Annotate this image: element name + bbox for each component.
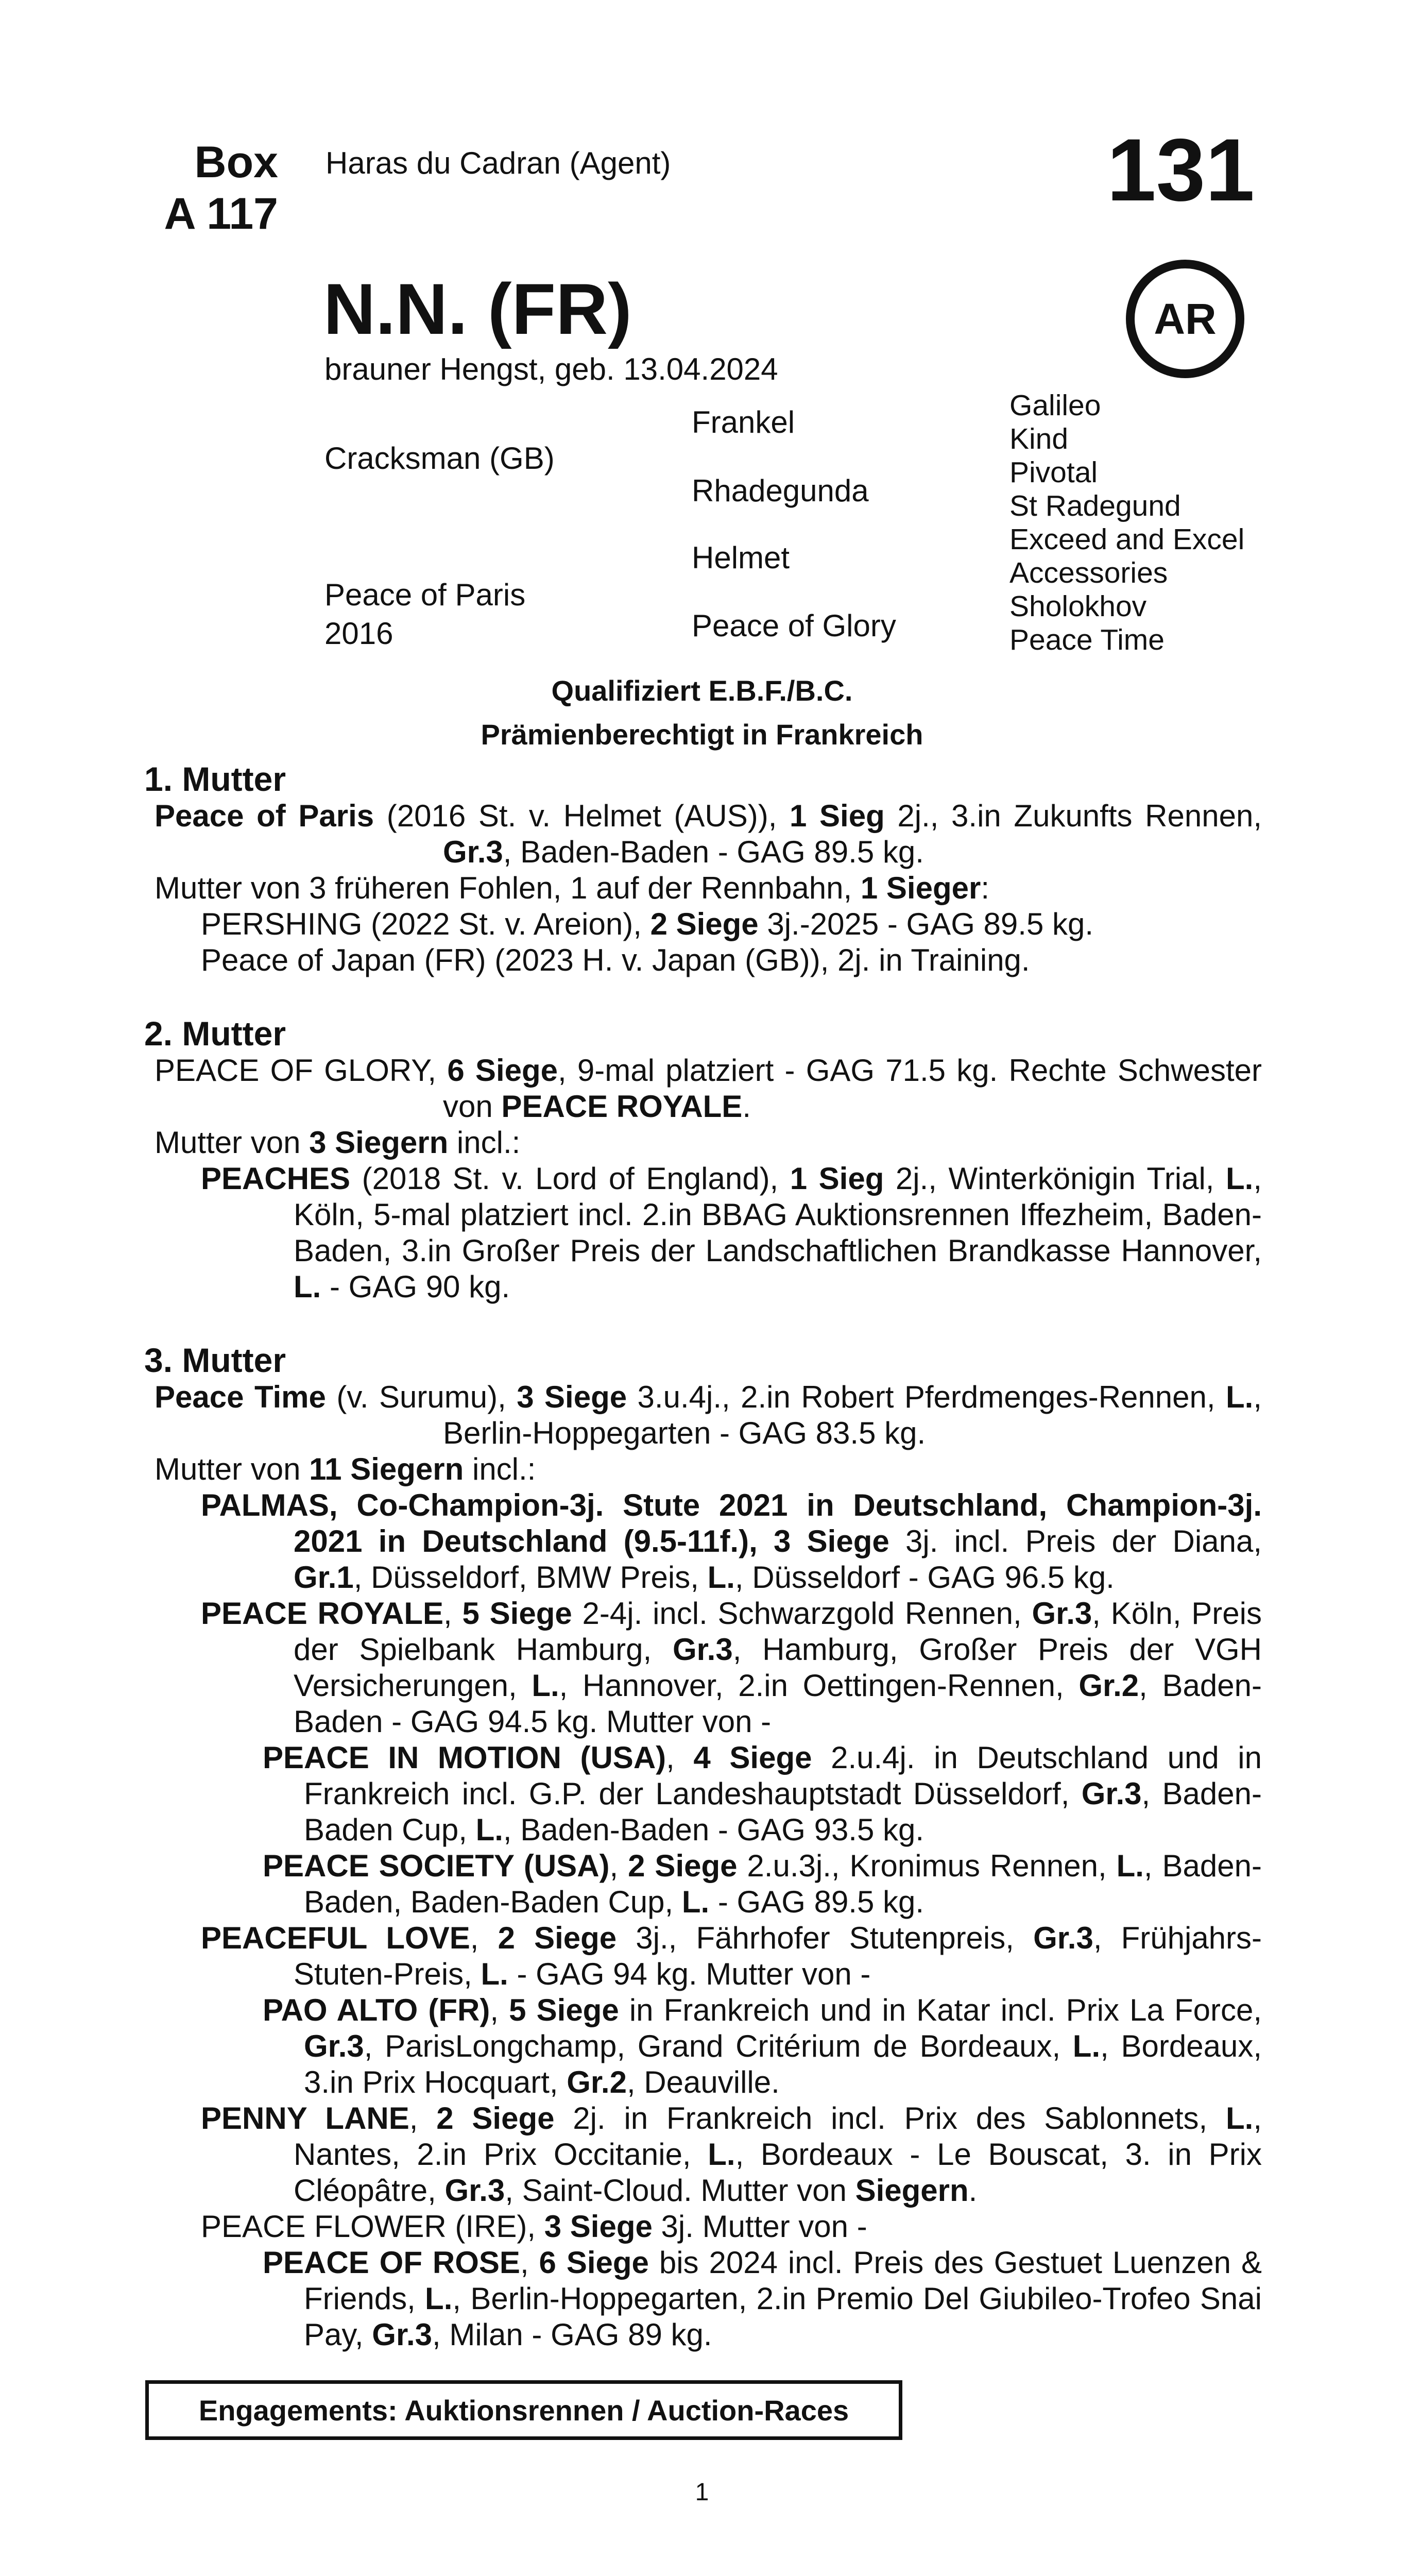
box-number: A 117 <box>164 189 278 239</box>
pedigree-gen3-2: Kind <box>1009 422 1069 455</box>
pedigree-dam: Peace of Paris <box>324 578 526 612</box>
grade: Gr.3 <box>1081 1776 1142 1811</box>
offspring-peaceful-love <box>144 1920 1262 1992</box>
engagements-label: Engagements: Auktionsrennen / Auction-Races <box>198 2394 849 2427</box>
text: 3.u.4j., 2.in Robert Pferdmenges-Rennen, <box>627 1380 1226 1414</box>
qualification-ebf: Qualifiziert E.B.F./B.C. <box>551 674 853 707</box>
lot-number: 131 <box>1107 121 1255 219</box>
winners: 1 Sieger <box>860 871 981 905</box>
text: , Bordeaux - Le Bouscat, 3. in Prix Cléopâtre, <box>294 2137 1262 2208</box>
wins: 6 Siege <box>539 2245 649 2280</box>
pedigree-sire: Cracksman (GB) <box>324 441 555 476</box>
grade: Gr.2 <box>1078 1668 1139 1703</box>
text: PERSHING (2022 St. v. Areion), <box>201 907 650 941</box>
grade: L. <box>708 2137 735 2172</box>
text: , Berlin-Hoppegarten - GAG 83.5 kg. <box>443 1380 1262 1450</box>
grade: Gr.3 <box>443 835 503 869</box>
page-number: 1 <box>695 2479 709 2506</box>
text: , <box>470 1921 498 1955</box>
grade: L. <box>707 1560 735 1595</box>
text: 3j. Mutter von - <box>652 2209 867 2244</box>
text: , Köln, 5-mal platziert incl. 2.in BBAG Auktionsrennen Iffezheim, Baden-Baden, 3.in Großer Preis der Landschaftlichen Brandkasse Hannover, <box>294 1161 1262 1268</box>
text: - GAG 89.5 kg. <box>709 1885 924 1919</box>
qualification-premium: Prämienberechtigt in Frankreich <box>481 718 923 751</box>
text: , Köln, Preis der Spielbank Hamburg, <box>294 1596 1262 1667</box>
horse-name: PAO ALTO (FR) <box>263 1993 490 2027</box>
first-dam-foals <box>144 870 1262 906</box>
text: , Baden-Baden - GAG 94.5 kg. Mutter von - <box>294 1668 1262 1739</box>
text: , Düsseldorf, BMW Preis, <box>353 1560 708 1595</box>
third-dam-mother-of <box>144 1451 1262 1487</box>
pedigree-sire-sire: Frankel <box>692 405 795 439</box>
consignor-agent: Haras du Cadran (Agent) <box>326 146 671 180</box>
third-dam-record <box>144 1379 1262 1451</box>
text: , Baden-Baden - GAG 89.5 kg. <box>503 835 924 869</box>
horse-name: N.N. (FR) <box>323 268 632 349</box>
offspring-peace-society <box>144 1848 1262 1920</box>
text: 2-4j. incl. Schwarzgold Rennen, <box>572 1596 1032 1631</box>
horse-name: PEACE SOCIETY (USA) <box>263 1849 610 1883</box>
pedigree-gen3-7: Sholokhov <box>1009 590 1147 623</box>
wins: 3 Siege <box>517 1380 627 1414</box>
text: Mutter von 3 früheren Fohlen, 1 auf der Rennbahn, <box>155 871 861 905</box>
text: , <box>443 1596 463 1631</box>
second-dam-record <box>144 1053 1262 1125</box>
pedigree-dam-year: 2016 <box>324 616 393 651</box>
first-dam-name: Peace of Paris <box>155 799 374 833</box>
pedigree-dam-dam: Peace of Glory <box>692 608 896 643</box>
third-dam-title: 3. Mutter <box>144 1341 286 1379</box>
offspring-peace-royale <box>144 1596 1262 1740</box>
text: , <box>609 1849 628 1883</box>
text: , Deauville. <box>626 2065 780 2099</box>
grade: Gr.2 <box>567 2065 627 2099</box>
horse-description: brauner Hengst, geb. 13.04.2024 <box>324 352 778 386</box>
second-dam-title: 2. Mutter <box>144 1014 286 1053</box>
grade: L. <box>1226 2101 1254 2136</box>
offspring-palmas <box>144 1487 1262 1596</box>
pedigree-sire-dam: Rhadegunda <box>692 473 869 508</box>
horse-name: PEACE IN MOTION (USA) <box>263 1740 666 1775</box>
first-dam-record <box>144 798 1262 870</box>
grade: Gr.1 <box>294 1560 354 1595</box>
box-word: Box <box>194 138 278 187</box>
horse-name: PEACE OF ROSE <box>263 2245 520 2280</box>
text: , ParisLongchamp, Grand Critérium de Bordeaux, <box>364 2029 1073 2063</box>
pedigree-gen3-3: Pivotal <box>1009 456 1098 489</box>
wins: 2 Siege <box>628 1849 738 1883</box>
engagements-box <box>145 2380 902 2440</box>
text: 2j., Winterkönigin Trial, <box>884 1161 1226 1196</box>
text: 2.u.4j. in Deutschland und in Frankreich incl. G.P. der Landeshauptstadt Düsseldorf, <box>304 1740 1262 1811</box>
text: 2j. in Frankreich incl. Prix des Sablonnets, <box>554 2101 1226 2136</box>
horse-name: PEACHES <box>201 1161 351 1196</box>
text: 3j.-2025 - GAG 89.5 kg. <box>758 907 1094 941</box>
pedigree-dam-sire: Helmet <box>692 540 790 575</box>
text: , Baden-Baden Cup, <box>304 1776 1262 1847</box>
text: (2018 St. v. Lord of England), <box>350 1161 790 1196</box>
text: 3j. incl. Preis der Diana, <box>889 1524 1262 1558</box>
text: , Nantes, 2.in Prix Occitanie, <box>294 2101 1262 2172</box>
sibling-name: PEACE ROYALE <box>501 1089 743 1124</box>
grade: L. <box>475 1812 503 1847</box>
grade: L. <box>532 1668 559 1703</box>
grade: Gr.3 <box>444 2173 505 2208</box>
grade: L. <box>481 1957 508 1991</box>
text: 2.u.3j., Kronimus Rennen, <box>737 1849 1117 1883</box>
text: , <box>409 2101 437 2136</box>
first-dam-title: 1. Mutter <box>144 760 286 798</box>
wins: 3 Siege <box>544 2209 653 2244</box>
grade: L. <box>1072 2029 1101 2063</box>
pedigree-gen3-1: Galileo <box>1009 389 1101 422</box>
text: , <box>490 1993 509 2027</box>
offspring-peace-of-rose <box>144 2245 1262 2353</box>
text: . <box>742 1089 751 1124</box>
pedigree-gen3-8: Peace Time <box>1009 623 1165 656</box>
winners: Siegern <box>855 2173 969 2208</box>
text: 2j., 3.in Zukunfts Rennen, <box>884 799 1262 833</box>
text: incl.: <box>464 1452 536 1486</box>
grade: L. <box>1226 1161 1254 1196</box>
offspring-peace-flower <box>144 2209 1262 2245</box>
wins: 5 Siege <box>509 1993 619 2027</box>
grade: L. <box>425 2281 453 2316</box>
wins: 1 Sieg <box>790 799 885 833</box>
text: , Hamburg, Großer Preis der VGH Versicherungen, <box>294 1632 1262 1703</box>
text: bis 2024 incl. Preis des Gestuet Luenzen & Friends, <box>304 2245 1262 2316</box>
box-label <box>149 137 278 240</box>
offspring-penny-lane <box>144 2100 1262 2209</box>
grade: L. <box>294 1269 321 1304</box>
horse-name: PALMAS, Co-Champion-3j. Stute 2021 in Deutschland, Champion-3j. 2021 in Deutschland (9.5-11f.), 3 Siege <box>201 1488 1262 1558</box>
wins: 2 Siege <box>436 2101 555 2136</box>
wins: 6 Siege <box>447 1053 558 1088</box>
text: , Berlin-Hoppegarten, 2.in Premio Del Giubileo-Trofeo Snai Pay, <box>304 2281 1262 2352</box>
grade: Gr.3 <box>304 2029 364 2063</box>
text: (v. Surumu), <box>326 1380 517 1414</box>
text: , Milan - GAG 89 kg. <box>432 2317 712 2352</box>
wins: 4 Siege <box>693 1740 812 1775</box>
text: - GAG 94 kg. Mutter von - <box>508 1957 871 1991</box>
text: Mutter von <box>155 1452 310 1486</box>
grade: L. <box>1116 1849 1144 1883</box>
text: in Frankreich und in Katar incl. Prix La Force, <box>619 1993 1262 2027</box>
text: Mutter von <box>155 1125 310 1160</box>
text: . <box>968 2173 978 2208</box>
pedigree-gen3-6: Accessories <box>1009 556 1168 589</box>
wins: 2 Siege <box>498 1921 617 1955</box>
family-section <box>144 760 1262 2353</box>
grade: Gr.3 <box>372 2317 433 2352</box>
offspring-peace-of-japan: Peace of Japan (FR) (2023 H. v. Japan (GB)), 2j. in Training. <box>201 943 1030 977</box>
text: - GAG 90 kg. <box>321 1269 510 1304</box>
wins: 1 Sieg <box>790 1161 884 1196</box>
text: , Hannover, 2.in Oettingen-Rennen, <box>559 1668 1079 1703</box>
grade: L. <box>1226 1380 1254 1414</box>
ar-badge <box>1126 260 1244 378</box>
text: , Baden-Baden, Baden-Baden Cup, <box>304 1849 1262 1919</box>
wins: 2 Siege <box>650 907 759 941</box>
text: , Düsseldorf - GAG 96.5 kg. <box>734 1560 1115 1595</box>
text: (2016 St. v. Helmet (AUS)), <box>374 799 790 833</box>
text: PEACE OF GLORY, <box>155 1053 448 1088</box>
grade: Gr.3 <box>1032 1596 1092 1631</box>
horse-name: PEACEFUL LOVE <box>201 1921 470 1955</box>
winners: 11 Siegern <box>309 1452 464 1486</box>
text: , Saint-Cloud. Mutter von <box>505 2173 855 2208</box>
text: , <box>666 1740 694 1775</box>
offspring-peace-in-motion <box>144 1740 1262 1848</box>
text: , Bordeaux, 3.in Prix Hocquart, <box>304 2029 1262 2099</box>
horse-name: PENNY LANE <box>201 2101 409 2136</box>
horse-name: PEACE ROYALE <box>201 1596 444 1631</box>
horse-name: Peace Time <box>155 1380 326 1414</box>
offspring-peaches <box>144 1161 1262 1305</box>
text: : <box>981 871 989 905</box>
text: , Baden-Baden - GAG 93.5 kg. <box>503 1812 924 1847</box>
pedigree-gen3-4: St Radegund <box>1009 489 1181 522</box>
text: , <box>520 2245 539 2280</box>
winners: 3 Siegern <box>309 1125 449 1160</box>
text: PEACE FLOWER (IRE), <box>201 2209 544 2244</box>
grade: Gr.3 <box>672 1632 733 1667</box>
text: , 9-mal platziert - GAG 71.5 kg. Rechte Schwester von <box>443 1053 1262 1124</box>
text: , Frühjahrs-Stuten-Preis, <box>294 1921 1262 1991</box>
wins: 5 Siege <box>462 1596 572 1631</box>
grade: L. <box>681 1885 710 1919</box>
offspring-pershing <box>144 906 1262 942</box>
ar-badge-label: AR <box>1154 294 1217 343</box>
second-dam-mother-of <box>144 1125 1262 1161</box>
offspring-pao-alto <box>144 1992 1262 2100</box>
text: 3j., Fährhofer Stutenpreis, <box>617 1921 1034 1955</box>
pedigree-gen3-5: Exceed and Excel <box>1009 523 1245 556</box>
grade: Gr.3 <box>1033 1921 1093 1955</box>
text: incl.: <box>448 1125 521 1160</box>
